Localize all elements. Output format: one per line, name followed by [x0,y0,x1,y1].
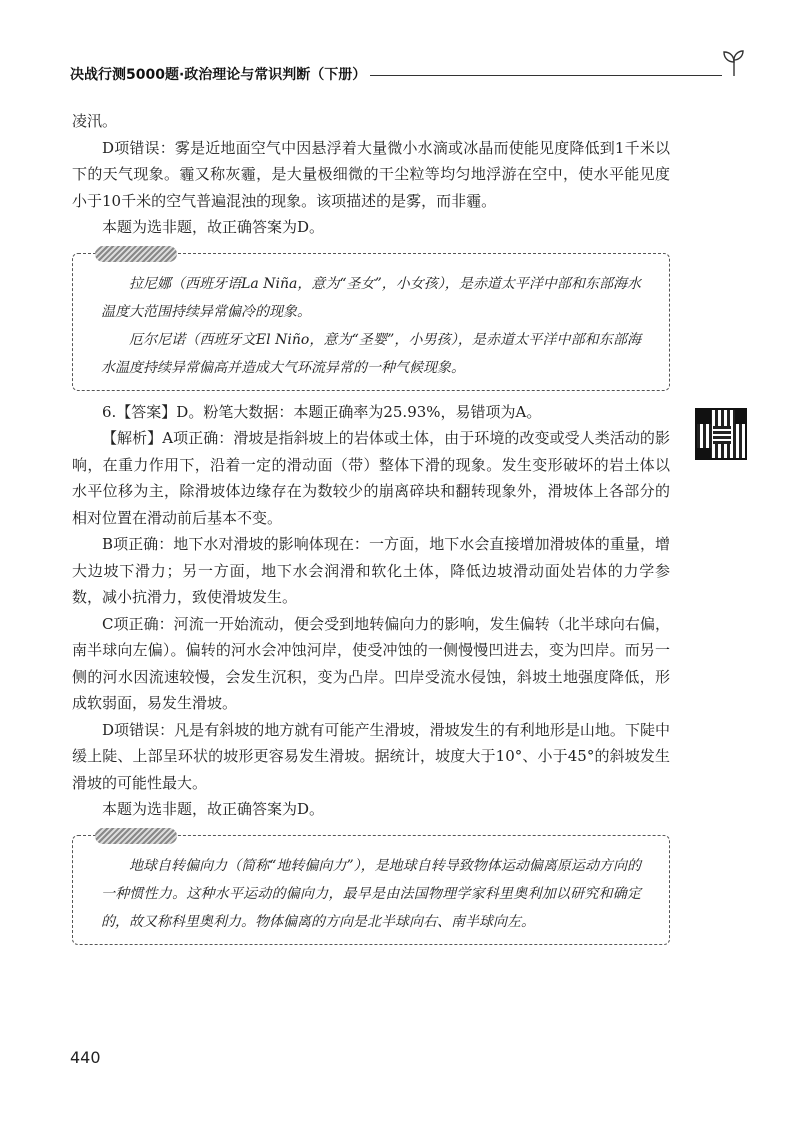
page-content [72,108,670,953]
text-p1: 凌汛。 [72,112,118,130]
sprout-icon [722,48,746,78]
note-label-badge [95,246,177,262]
page-number: 440 [70,1048,101,1067]
text-p3: 本题为选非题，故正确答案为D。 [102,218,325,236]
header-rule [370,75,722,76]
qr-code-icon[interactable] [695,408,747,460]
page-header [70,62,740,86]
note1-lanina: 拉尼娜（西班牙语La Niña，意为“圣女”，小女孩），是赤道太平洋中部和东部海水温度大范围持续异常偏冷的现象。 [101,275,641,320]
analysis-b: B项正确：地下水对滑坡的影响体现在：一方面，地下水会直接增加滑坡体的重量，增大边坡下滑力；另一方面，地下水会润滑和软化土体，降低边坡滑动面处岩体的力学参数，减小抗滑力，致使滑坡发生。 [72,535,670,606]
note-box-1 [72,253,670,391]
analysis-d: D项错误：凡是有斜坡的地方就有可能产生滑坡，滑坡发生的有利地形是山地。下陡中缓上陡、上部呈环状的坡形更容易发生滑坡。据统计，坡度大于10°、小于45°的斜坡发生滑坡的可能性最大。 [72,720,670,792]
note-box-2 [72,835,670,945]
text-p2: D项错误：雾是近地面空气中因悬浮着大量微小水滴或冰晶而使能见度降低到1千米以下的天气现象。霾又称灰霾，是大量极细微的干尘粒等均匀地浮游在空中，使水平能见度小于10千米的空气普遍混浊的现象。该项描述的是雾，而非霾。 [72,138,670,210]
book-title: 决战行测5000题·政治理论与常识判断（下册） [70,67,367,83]
answer-line: 6.【答案】D。粉笔大数据：本题正确率为25.93%，易错项为A。 [102,402,542,421]
note2-coriolis: 地球自转偏向力（简称“地转偏向力”），是地球自转导致物体运动偏离原运动方向的一种惯性力。这种水平运动的偏向力，最早是由法国物理学家科里奥利加以研究和确定的，故又称科里奥利力。物体偏离的方向是北半球向右、南半球向左。 [101,857,641,930]
analysis-c: C项正确：河流一开始流动，便会受到地转偏向力的影响，发生偏转（北半球向右偏，南半球向左偏）。偏转的河水会冲蚀河岸，使受冲蚀的一侧慢慢凹进去，变为凹岸。而另一侧的河水因流速较慢，会发生沉积，变为凸岸。凹岸受流水侵蚀，斜坡土地强度降低，形成软弱面，易发生滑坡。 [72,614,670,712]
note-label-badge [95,828,177,844]
note1-elnino: 厄尔尼诺（西班牙文El Niño，意为“圣婴”，小男孩），是赤道太平洋中部和东部海水温度持续异常偏高并造成大气环流异常的一种气候现象。 [101,331,641,376]
conclusion: 本题为选非题，故正确答案为D。 [102,800,325,818]
analysis-a: 【解析】A项正确：滑坡是指斜坡上的岩体或土体，由于环境的改变或受人类活动的影响，在重力作用下，沿着一定的滑动面（带）整体下滑的现象。发生变形破坏的岩土体以水平位移为主，除滑坡体边缘存在为数较少的崩离碎块和翻转现象外，滑坡体上各部分的相对位置在滑动前后基本不变。 [72,429,670,527]
